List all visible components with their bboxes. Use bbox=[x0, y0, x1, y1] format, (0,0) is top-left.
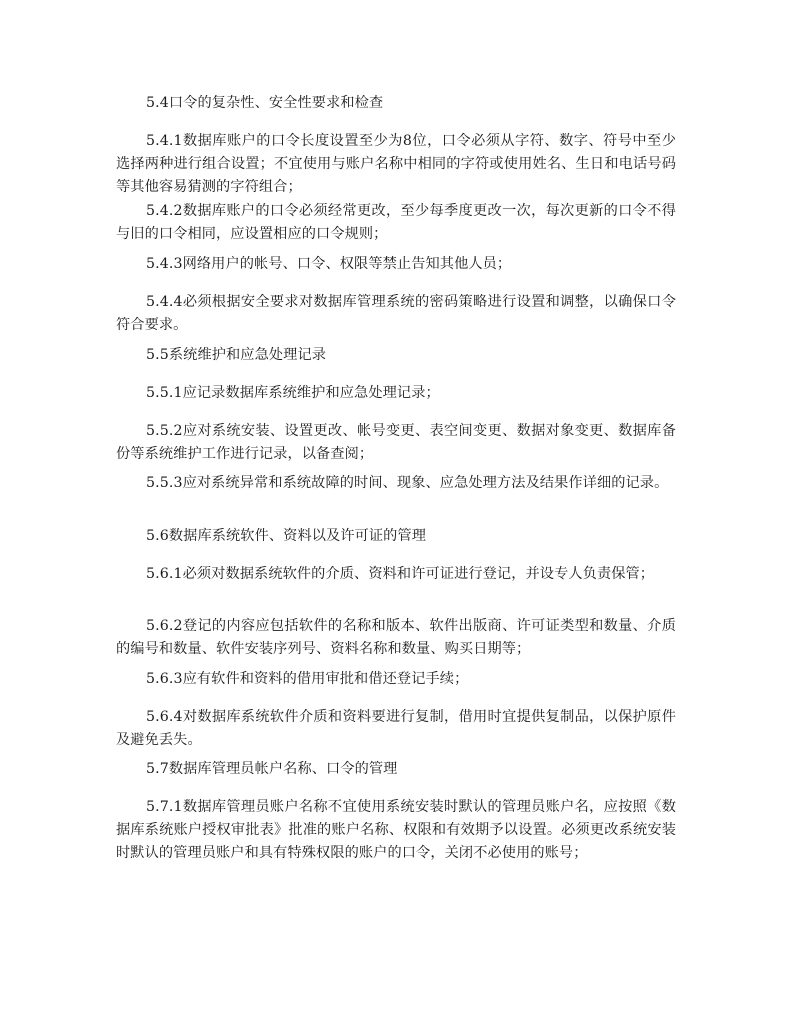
clause-5-5-3: 5.5.3应对系统异常和系统故障的时间、现象、应急处理方法及结果作详细的记录。 bbox=[146, 475, 669, 491]
clause-5-4-4: 5.4.4必须根据安全要求对数据库管理系统的密码策略进行设置和调整，以确保口令符合要求。 bbox=[116, 294, 676, 333]
clause-5-6-4: 5.6.4对数据库系统软件介质和资料要进行复制，借用时宜提供复制品，以保护原件及避免丢失。 bbox=[116, 709, 676, 748]
clause-5-4-1: 5.4.1数据库账户的口令长度设置至少为8位，口令必须从字符、数字、符号中至少选择两种进行组合设置；不宜使用与账户名称中相同的字符或使用姓名、生日和电话号码等其他容易猜测的字符组合； bbox=[116, 133, 676, 195]
clause-5-5-1: 5.5.1应记录数据库系统维护和应急处理记录； bbox=[146, 385, 440, 401]
clause-5-6-3: 5.6.3应有软件和资料的借用审批和借还登记手续； bbox=[146, 671, 469, 687]
clause-5-6-2: 5.6.2登记的内容应包括软件的名称和版本、软件出版商、许可证类型和数量、介质的编号和数量、软件安装序列号、资料名称和数量、购买日期等； bbox=[116, 618, 676, 657]
clause-5-5-2: 5.5.2应对系统安装、设置更改、帐号变更、表空间变更、数据对象变更、数据库备份等系统维护工作进行记录，以备查阅； bbox=[116, 423, 676, 462]
clause-5-6-1: 5.6.1必须对数据系统软件的介质、资料和许可证进行登记，并设专人负责保管； bbox=[146, 566, 655, 582]
section-heading-5-6: 5.6数据库系统软件、资料以及许可证的管理 bbox=[146, 528, 427, 544]
clause-5-4-3: 5.4.3网络用户的帐号、口令、权限等禁止告知其他人员； bbox=[146, 256, 512, 272]
section-heading-5-7: 5.7数据库管理员帐户名称、口令的管理 bbox=[146, 761, 398, 777]
section-heading-5-5: 5.5系统维护和应急处理记录 bbox=[146, 347, 327, 363]
clause-5-7-1: 5.7.1数据库管理员账户名称不宜使用系统安装时默认的管理员账户名，应按照《数据库系统账户授权审批表》批准的账户名称、权限和有效期予以设置。必须更改系统安装时默认的管理员账户和具有特殊权限的账户的口令，关闭不必使用的账号； bbox=[116, 799, 676, 861]
section-heading-5-4: 5.4口令的复杂性、安全性要求和检查 bbox=[146, 95, 384, 111]
clause-5-4-2: 5.4.2数据库账户的口令必须经常更改，至少每季度更改一次，每次更新的口令不得与旧的口令相同，应设置相应的口令规则； bbox=[116, 203, 676, 242]
